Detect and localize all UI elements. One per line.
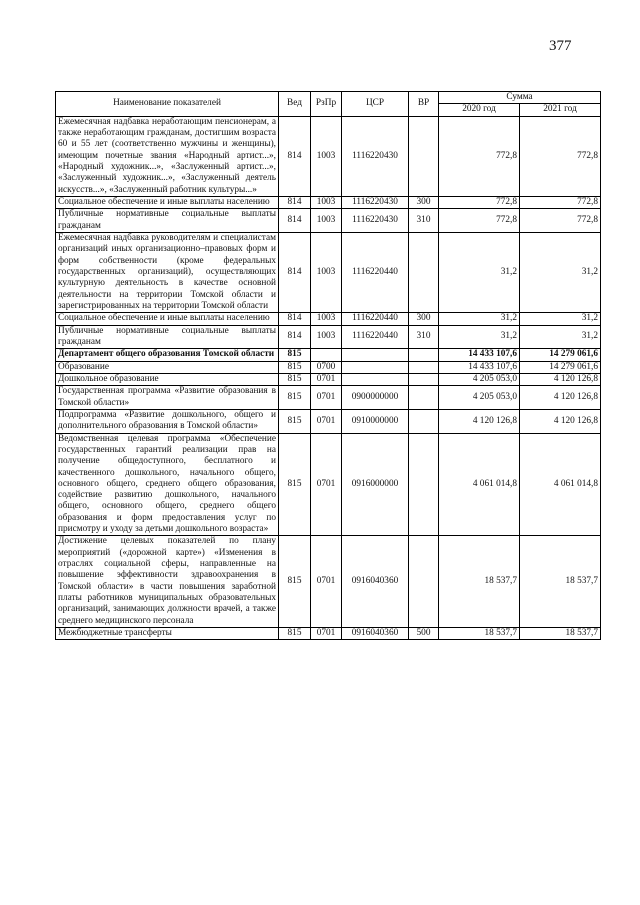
table-row	[56, 232, 601, 312]
row-rzpr: 0700	[311, 361, 342, 373]
row-sum-2020: 14 433 107,6	[439, 349, 520, 361]
row-vr	[409, 373, 439, 385]
header-year-2021: 2021 год	[520, 104, 601, 116]
row-ved: 815	[279, 409, 311, 433]
row-ved: 815	[279, 386, 311, 410]
table-row	[56, 628, 601, 640]
row-vr	[409, 536, 439, 628]
row-name: Государственная программа «Развитие образования в Томской области»	[56, 386, 279, 410]
row-csr: 0916040360	[342, 628, 409, 640]
row-sum-2020: 4 205 053,0	[439, 373, 520, 385]
budget-table	[55, 91, 601, 640]
row-sum-2020: 31,2	[439, 325, 520, 349]
table-body	[56, 116, 601, 640]
row-name: Департамент общего образования Томской области	[56, 349, 279, 361]
row-ved: 814	[279, 196, 311, 208]
row-vr	[409, 116, 439, 196]
row-sum-2020: 4 120 126,8	[439, 409, 520, 433]
table-row	[56, 409, 601, 433]
row-csr: 0910000000	[342, 409, 409, 433]
row-sum-2020: 31,2	[439, 313, 520, 325]
row-rzpr: 1003	[311, 209, 342, 233]
row-rzpr: 0701	[311, 386, 342, 410]
row-sum-2020: 772,8	[439, 196, 520, 208]
row-vr	[409, 433, 439, 536]
row-sum-2020: 4 061 014,8	[439, 433, 520, 536]
row-csr: 1116220430	[342, 196, 409, 208]
table-row	[56, 196, 601, 208]
table-row	[56, 325, 601, 349]
row-sum-2021: 14 279 061,6	[520, 349, 601, 361]
row-sum-2020: 4 205 053,0	[439, 386, 520, 410]
row-sum-2021: 772,8	[520, 196, 601, 208]
row-ved: 815	[279, 628, 311, 640]
row-csr: 1116220430	[342, 116, 409, 196]
row-ved: 815	[279, 349, 311, 361]
header-name: Наименование показателей	[56, 92, 279, 117]
row-name: Ежемесячная надбавка руководителям и специалистам организаций иных организационно–правовых форм и форм собственности (кроме федеральных государственных организаций), осуществляющих культурную деятельность в качестве основной деятельности на территории Томской области и зарегистрированных на территории Томской области	[56, 232, 279, 312]
row-sum-2021: 4 120 126,8	[520, 409, 601, 433]
row-name: Достижение целевых показателей по плану мероприятий («дорожной карте») «Изменения в отраслях социальной сферы, направленные на повышение эффективности здравоохранения в Томской области» в части повышения заработной платы работников муниципальных образовательных организаций, занимающих должности врачей, а также среднего медицинского персонала	[56, 536, 279, 628]
row-rzpr: 1003	[311, 313, 342, 325]
row-csr: 1116220440	[342, 232, 409, 312]
row-rzpr: 0701	[311, 373, 342, 385]
row-vr: 310	[409, 325, 439, 349]
row-sum-2020: 772,8	[439, 116, 520, 196]
row-name: Социальное обеспечение и иные выплаты населению	[56, 196, 279, 208]
row-sum-2021: 14 279 061,6	[520, 361, 601, 373]
row-sum-2021: 31,2	[520, 232, 601, 312]
row-vr	[409, 232, 439, 312]
row-vr	[409, 409, 439, 433]
row-rzpr	[311, 349, 342, 361]
row-ved: 814	[279, 209, 311, 233]
row-vr	[409, 386, 439, 410]
row-csr	[342, 361, 409, 373]
row-sum-2021: 772,8	[520, 116, 601, 196]
row-sum-2021: 4 120 126,8	[520, 373, 601, 385]
row-sum-2021: 31,2	[520, 313, 601, 325]
row-name: Публичные нормативные социальные выплаты гражданам	[56, 209, 279, 233]
row-sum-2020: 14 433 107,6	[439, 361, 520, 373]
row-ved: 815	[279, 536, 311, 628]
table-row	[56, 386, 601, 410]
row-rzpr: 1003	[311, 325, 342, 349]
table-row	[56, 361, 601, 373]
row-vr	[409, 349, 439, 361]
row-rzpr: 0701	[311, 409, 342, 433]
row-csr: 0900000000	[342, 386, 409, 410]
row-ved: 815	[279, 361, 311, 373]
row-ved: 814	[279, 232, 311, 312]
row-name: Образование	[56, 361, 279, 373]
row-csr: 0916000000	[342, 433, 409, 536]
row-csr: 1116220430	[342, 209, 409, 233]
table-row	[56, 116, 601, 196]
header-vr: ВР	[409, 92, 439, 117]
table-row	[56, 536, 601, 628]
table-row	[56, 313, 601, 325]
row-rzpr: 0701	[311, 536, 342, 628]
table-header	[56, 92, 601, 117]
row-sum-2020: 18 537,7	[439, 628, 520, 640]
page-number: 377	[549, 38, 572, 54]
row-vr: 300	[409, 196, 439, 208]
row-rzpr: 1003	[311, 232, 342, 312]
table-row	[56, 349, 601, 361]
row-vr: 310	[409, 209, 439, 233]
row-vr: 500	[409, 628, 439, 640]
row-sum-2020: 772,8	[439, 209, 520, 233]
row-ved: 814	[279, 325, 311, 349]
row-ved: 814	[279, 116, 311, 196]
header-ved: Вед	[279, 92, 311, 117]
row-sum-2021: 31,2	[520, 325, 601, 349]
table-row	[56, 209, 601, 233]
row-name: Ежемесячная надбавка неработающим пенсионерам, а также неработающим гражданам, достигшим возраста 60 и 55 лет (соответственно мужчины и женщины), имеющим почетные звания «Народный артист...», «Народный художник...», «Заслуженный артист...», «Заслуженный художник...», «Заслуженный деятель искусств...», «Заслуженный работник культуры...»	[56, 116, 279, 196]
row-name: Ведомственная целевая программа «Обеспечение государственных гарантий реализации прав на получение общедоступного, бесплатного и качественного дошкольного, начального общего, основного общего, среднего общего образования, содействие развитию дошкольного, начального общего, основного общего, среднего общего образования и форм предоставления услуг по присмотру и уходу за детьми дошкольного возраста»	[56, 433, 279, 536]
row-csr: 1116220440	[342, 325, 409, 349]
row-sum-2021: 772,8	[520, 209, 601, 233]
row-name: Публичные нормативные социальные выплаты гражданам	[56, 325, 279, 349]
row-sum-2021: 4 120 126,8	[520, 386, 601, 410]
row-name: Подпрограмма «Развитие дошкольного, общего и дополнительного образования в Томской области»	[56, 409, 279, 433]
row-sum-2021: 18 537,7	[520, 536, 601, 628]
row-rzpr: 0701	[311, 433, 342, 536]
row-sum-2021: 18 537,7	[520, 628, 601, 640]
header-rzpr: РзПр	[311, 92, 342, 117]
row-sum-2021: 4 061 014,8	[520, 433, 601, 536]
row-csr: 0916040360	[342, 536, 409, 628]
row-sum-2020: 18 537,7	[439, 536, 520, 628]
row-sum-2020: 31,2	[439, 232, 520, 312]
row-ved: 814	[279, 313, 311, 325]
table-row	[56, 433, 601, 536]
row-name: Дошкольное образование	[56, 373, 279, 385]
row-vr	[409, 361, 439, 373]
row-csr	[342, 349, 409, 361]
row-rzpr: 1003	[311, 116, 342, 196]
row-csr: 1116220440	[342, 313, 409, 325]
row-ved: 815	[279, 433, 311, 536]
row-vr: 300	[409, 313, 439, 325]
row-name: Межбюджетные трансферты	[56, 628, 279, 640]
row-rzpr: 0701	[311, 628, 342, 640]
header-sum: Сумма	[439, 92, 601, 104]
header-year-2020: 2020 год	[439, 104, 520, 116]
row-rzpr: 1003	[311, 196, 342, 208]
row-name: Социальное обеспечение и иные выплаты населению	[56, 313, 279, 325]
header-csr: ЦСР	[342, 92, 409, 117]
table-row	[56, 373, 601, 385]
row-ved: 815	[279, 373, 311, 385]
row-csr	[342, 373, 409, 385]
